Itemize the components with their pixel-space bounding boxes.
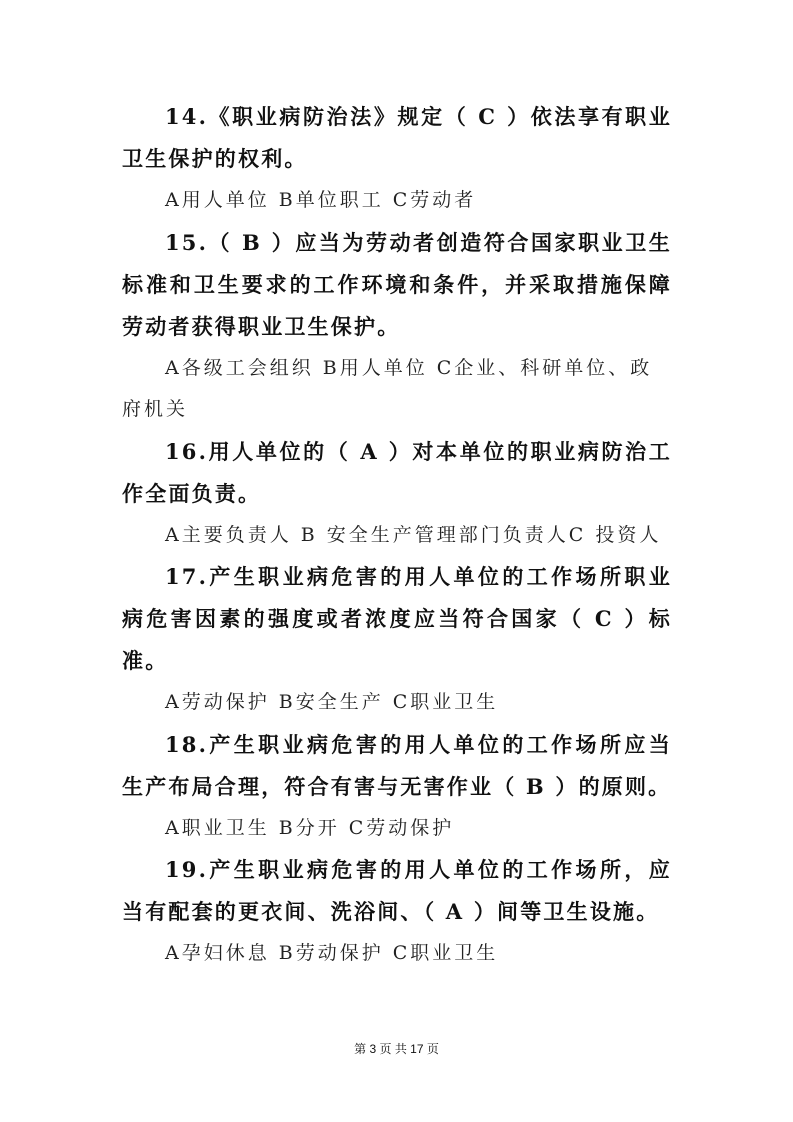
question-18: 18.产生职业病危害的用人单位的工作场所应当生产布局合理，符合有害与无害作业（ B ）的原则。 — [122, 731, 672, 799]
question-15: 15.（ B ）应当为劳动者创造符合国家职业卫生标准和卫生要求的工作环境和条件，并采取措施保障劳动者获得职业卫生保护。 — [122, 229, 672, 339]
question-17: 17.产生职业病危害的用人单位的工作场所职业病危害因素的强度或者浓度应当符合国家（ C ）标准。 — [122, 564, 672, 673]
question-14-options: A用人单位 B单位职工 C劳动者 — [165, 189, 477, 211]
question-19-options: A孕妇休息 B劳动保护 C职业卫生 — [165, 942, 499, 964]
question-19: 19.产生职业病危害的用人单位的工作场所，应当有配套的更衣间、洗浴间、（ A ）间等卫生设施。 — [122, 857, 672, 924]
question-17-options: A劳动保护 B安全生产 C职业卫生 — [165, 691, 499, 713]
question-16-options: A主要负责人 B 安全生产管理部门负责人C 投资人 — [165, 523, 662, 546]
document-body — [122, 96, 672, 975]
question-15-options: A各级工会组织 B用人单位 C企业、科研单位、政府机关 — [122, 356, 653, 420]
question-14: 14.《职业病防治法》规定（ C ）依法享有职业卫生保护的权利。 — [122, 104, 672, 171]
page-footer: 第 3 页 共 17 页 — [354, 1042, 439, 1056]
question-16: 16.用人单位的（ A ）对本单位的职业病防治工作全面负责。 — [122, 438, 672, 506]
question-18-options: A职业卫生 B分开 C劳动保护 — [165, 816, 455, 839]
